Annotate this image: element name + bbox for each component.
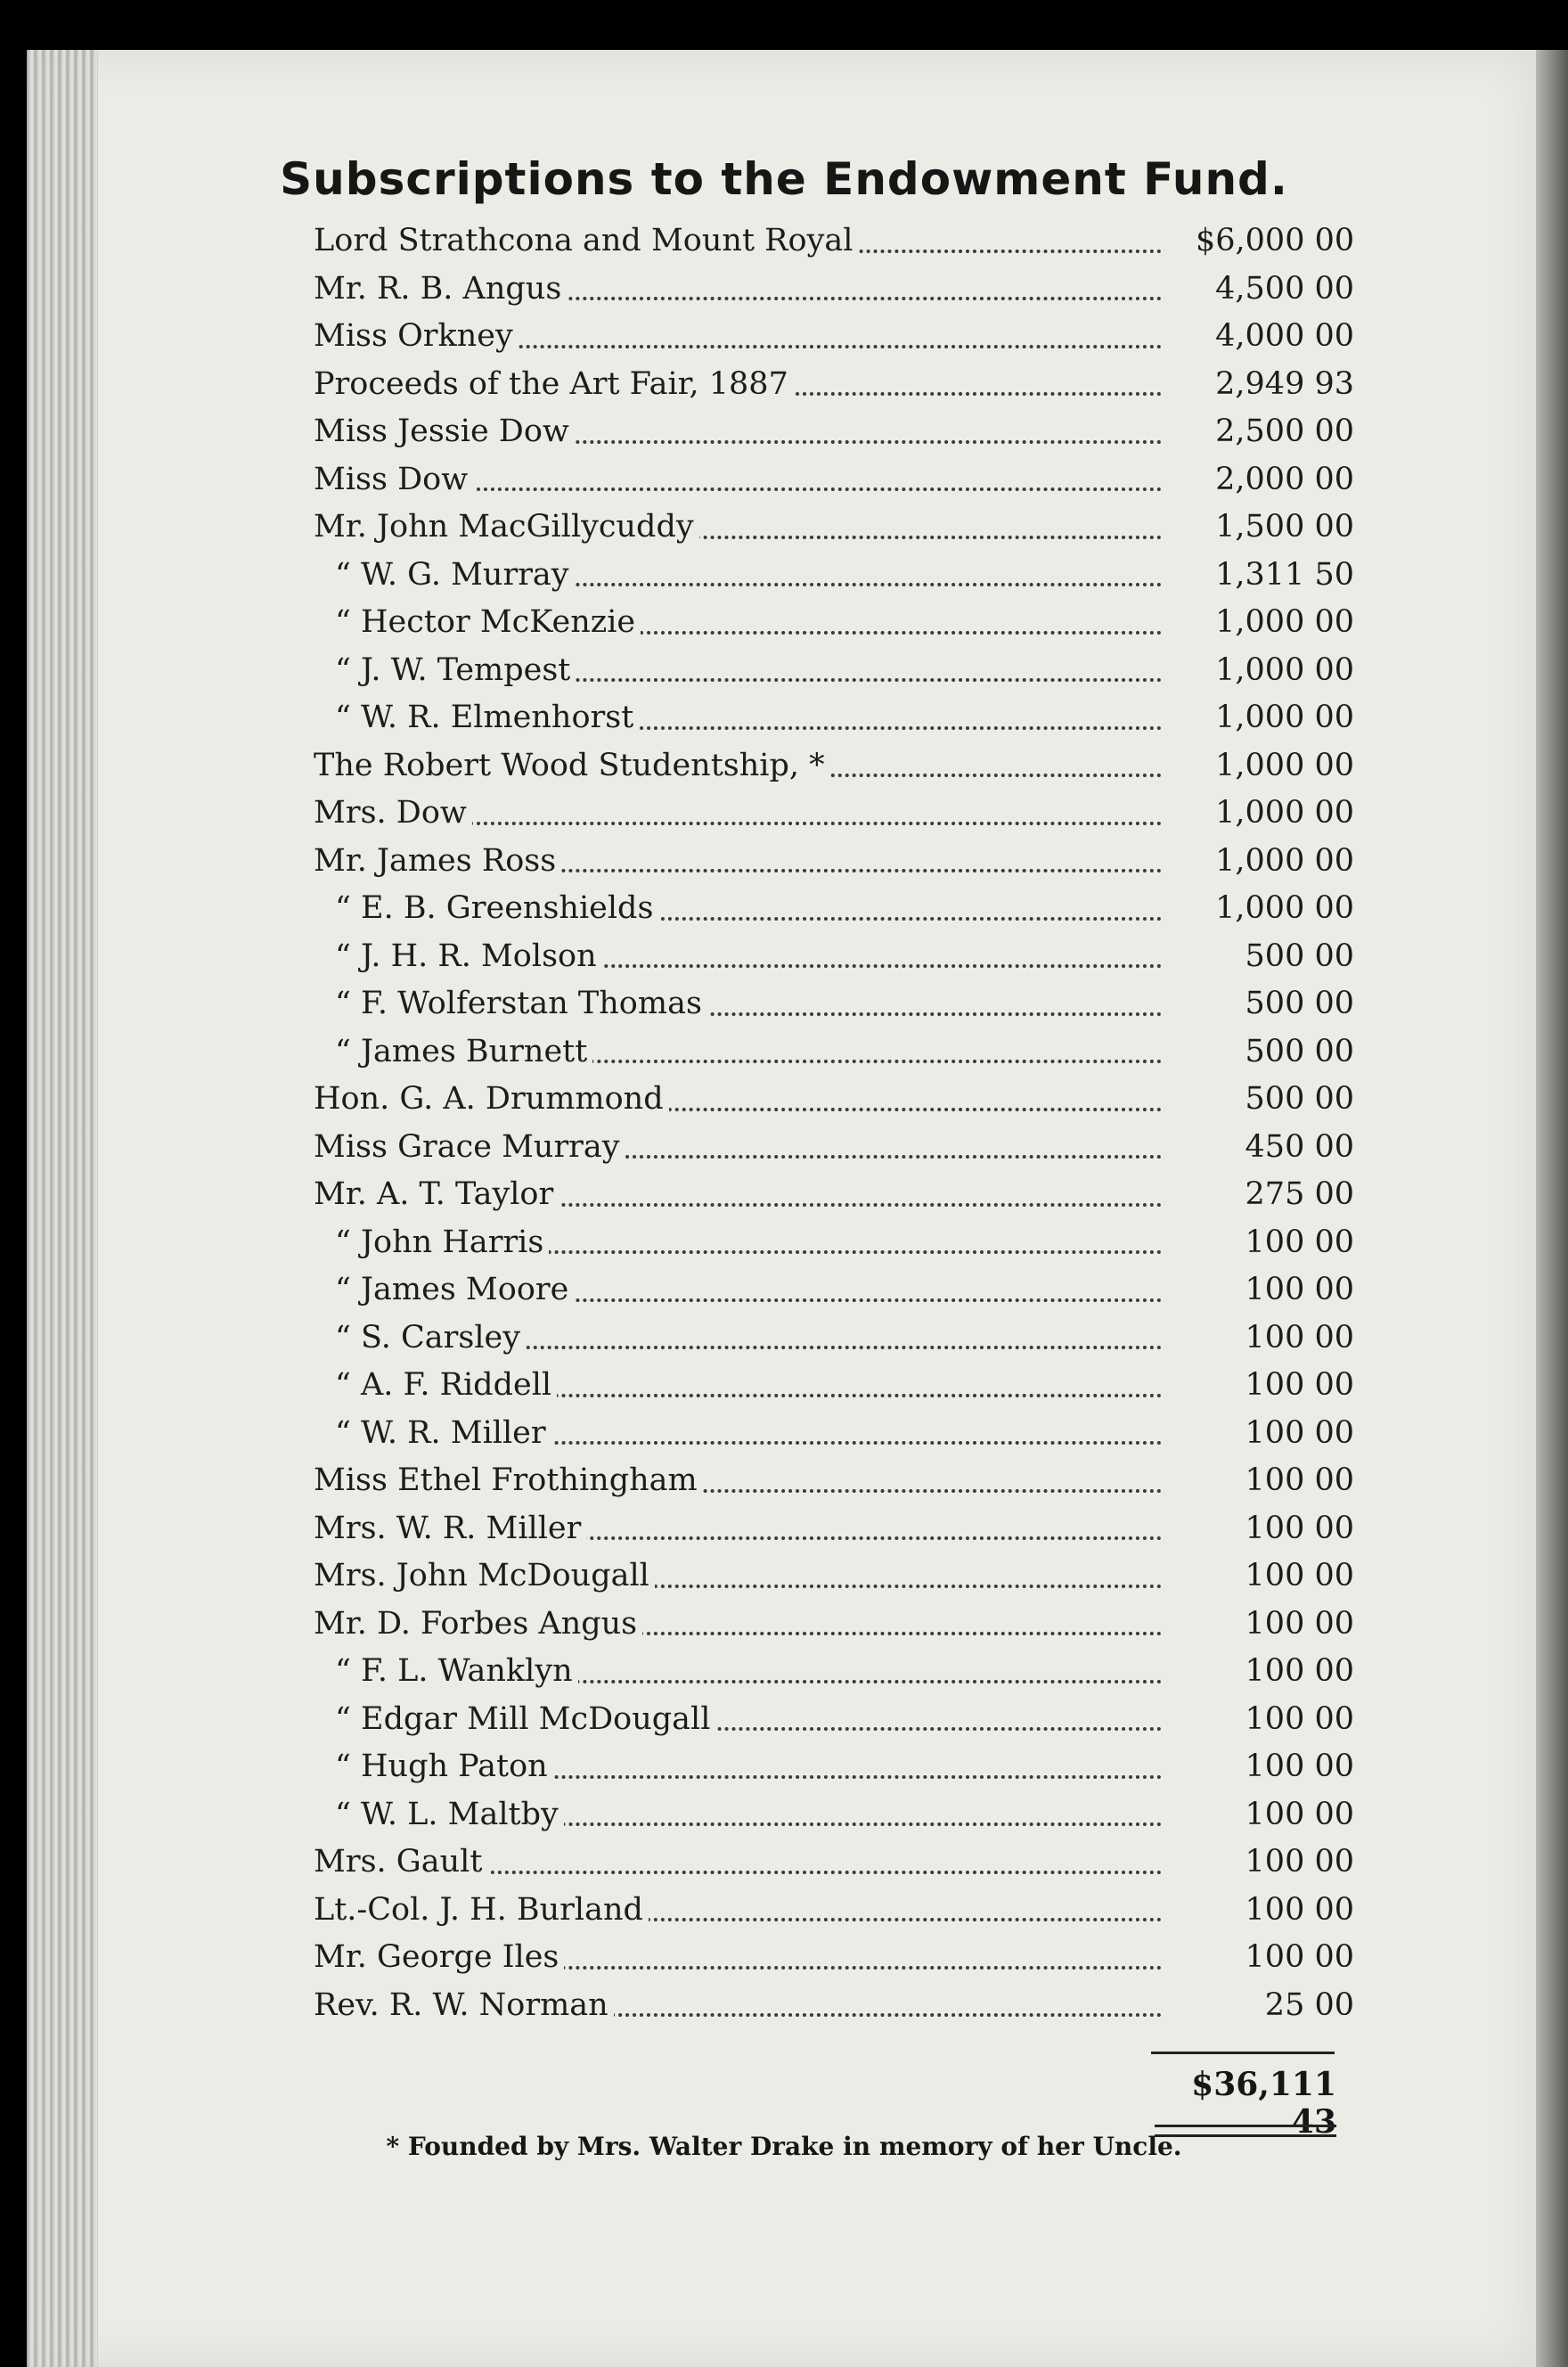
- subscription-row: [314, 1171, 1356, 1219]
- subscription-amount: 25 00: [1264, 1986, 1354, 2023]
- subscriber-name: [314, 1552, 1169, 1601]
- subscription-amount: 500 00: [1245, 986, 1354, 1021]
- subscriber-name-text: “ F. L. Wanklyn: [335, 1653, 578, 1689]
- subscription-row: [314, 266, 1356, 314]
- subscriber-name-text: “ Edgar Mill McDougall: [335, 1701, 715, 1737]
- subscriber-name: [335, 647, 1169, 695]
- subscription-amount: 100 00: [1245, 1891, 1354, 1928]
- subscriber-name-text: Miss Jessie Dow: [314, 414, 575, 449]
- subscription-row: [314, 361, 1356, 409]
- subscriber-name: [335, 1791, 1169, 1839]
- subscription-row: [314, 1601, 1356, 1649]
- subscriber-name: [314, 1505, 1169, 1553]
- subscriber-name-text: “ A. F. Riddell: [335, 1367, 557, 1403]
- subscriber-name-text: “ Hugh Paton: [335, 1749, 553, 1784]
- subscription-row: [314, 838, 1356, 886]
- subscriber-name: [314, 1124, 1169, 1172]
- subscription-row: [314, 504, 1356, 552]
- subscription-amount: 1,000 00: [1215, 890, 1354, 926]
- page-edge: [27, 50, 98, 2367]
- subscription-row: [314, 790, 1356, 838]
- subscriber-name: [335, 1028, 1169, 1077]
- subscription-amount: 1,000 00: [1215, 651, 1354, 688]
- subscription-amount: 1,000 00: [1215, 795, 1354, 831]
- subscription-row: [314, 1410, 1356, 1458]
- subscription-row: [314, 1982, 1356, 2030]
- page-shadow: [1536, 50, 1568, 2367]
- subscriber-name-text: Lord Strathcona and Mount Royal: [314, 223, 858, 258]
- subscription-amount: 100 00: [1245, 1700, 1354, 1737]
- subscriber-name: [314, 1839, 1169, 1887]
- subscriber-name: [335, 933, 1169, 981]
- subscription-amount: 1,000 00: [1215, 842, 1354, 879]
- subscriber-name: [314, 408, 1169, 456]
- subscriber-name: [314, 1601, 1169, 1649]
- subscriber-name: [335, 1648, 1169, 1696]
- subscriber-name: [314, 1171, 1169, 1219]
- subscription-amount: 4,500 00: [1215, 270, 1354, 307]
- subscription-amount: 1,500 00: [1215, 509, 1354, 545]
- subscriber-name: [314, 1982, 1169, 2030]
- subscription-amount: 100 00: [1245, 1796, 1354, 1832]
- subscription-row: [314, 1791, 1356, 1839]
- subscription-amount: 500 00: [1245, 1033, 1354, 1069]
- subscription-row: [314, 885, 1356, 933]
- subscription-row: [314, 456, 1356, 504]
- subscriber-name-text: Miss Orkney: [314, 318, 519, 354]
- subscription-amount: 500 00: [1245, 938, 1354, 974]
- subscription-list: [314, 217, 1356, 2029]
- subscriber-name: [335, 885, 1169, 933]
- subscriber-name: [314, 456, 1169, 504]
- subscriber-name-text: “ J. W. Tempest: [335, 652, 576, 688]
- subscription-row: [314, 1887, 1356, 1935]
- subscriber-name: [335, 599, 1169, 647]
- subscriber-name: [314, 504, 1169, 552]
- subscriber-name-text: “ Hector McKenzie: [335, 604, 641, 640]
- subscriber-name: [314, 361, 1169, 409]
- subscription-amount: 100 00: [1245, 1558, 1354, 1593]
- subscription-row: [314, 742, 1356, 790]
- subscription-amount: $6,000 00: [1196, 223, 1355, 258]
- subscription-row: [314, 217, 1356, 266]
- subscriber-name-text: “ W. R. Miller: [335, 1415, 551, 1451]
- subscription-amount: 500 00: [1245, 1081, 1354, 1117]
- subscription-row: [314, 599, 1356, 647]
- subscription-amount: 1,000 00: [1215, 604, 1354, 640]
- subscriber-name: [335, 1219, 1169, 1267]
- subscriber-name-text: Mr. D. Forbes Angus: [314, 1606, 642, 1642]
- subscriber-name: [335, 1696, 1169, 1744]
- subscriber-name-text: “ J. H. R. Molson: [335, 938, 602, 974]
- subscriber-name-text: Hon. G. A. Drummond: [314, 1081, 669, 1117]
- subscriber-name-text: Mrs. Dow: [314, 795, 472, 831]
- subscription-row: [314, 552, 1356, 600]
- subscription-amount: 100 00: [1245, 1605, 1354, 1642]
- subscription-row: [314, 408, 1356, 456]
- subscriber-name-text: Rev. R. W. Norman: [314, 1987, 614, 2023]
- subscription-amount: 1,000 00: [1215, 700, 1354, 735]
- subscriber-name: [335, 1743, 1169, 1791]
- subscription-amount: 2,500 00: [1215, 414, 1354, 449]
- subscription-row: [314, 1315, 1356, 1363]
- subscriber-name-text: “ S. Carsley: [335, 1320, 526, 1355]
- subscription-row: [314, 980, 1356, 1028]
- subscription-row: [314, 1934, 1356, 1982]
- subscriber-name-text: Mrs. Gault: [314, 1844, 487, 1880]
- subscription-row: [314, 1648, 1356, 1696]
- subscription-amount: 100 00: [1245, 1272, 1354, 1307]
- subscriber-name: [314, 838, 1169, 886]
- subscriber-name: [335, 1362, 1169, 1410]
- subscriber-name-text: “ John Harris: [335, 1224, 549, 1260]
- subscription-row: [314, 1028, 1356, 1077]
- subscriber-name: [314, 1887, 1169, 1935]
- subscriber-name: [314, 313, 1169, 361]
- subscriber-name-text: Mr. R. B. Angus: [314, 271, 567, 307]
- subscriber-name-text: “ W. R. Elmenhorst: [335, 700, 639, 735]
- subscriber-name-text: Mr. George Iles: [314, 1939, 564, 1975]
- subscription-amount: 100 00: [1245, 1844, 1354, 1880]
- subscription-row: [314, 1743, 1356, 1791]
- subscription-amount: 2,949 93: [1215, 365, 1354, 402]
- subscriber-name: [335, 552, 1169, 600]
- subscriber-name-text: Lt.-Col. J. H. Burland: [314, 1892, 649, 1928]
- subscriber-name: [314, 742, 1169, 790]
- subscriber-name-text: “ W. G. Murray: [335, 557, 575, 593]
- subscription-row: [314, 933, 1356, 981]
- subscription-amount: 100 00: [1245, 1510, 1354, 1546]
- subscription-amount: 2,000 00: [1215, 461, 1354, 497]
- subscription-amount: 4,000 00: [1215, 318, 1354, 354]
- subscriber-name: [314, 266, 1169, 314]
- subscription-row: [314, 313, 1356, 361]
- subscription-row: [314, 647, 1356, 695]
- subscriber-name: [335, 694, 1169, 742]
- subscriber-name-text: Mrs. W. R. Miller: [314, 1511, 586, 1546]
- subscription-amount: 100 00: [1245, 1367, 1354, 1403]
- subscriber-name-text: Proceeds of the Art Fair, 1887: [314, 366, 794, 402]
- subscriber-name: [335, 1410, 1169, 1458]
- subscriber-name-text: Mr. A. T. Taylor: [314, 1176, 559, 1212]
- subscriber-name-text: Mr. James Ross: [314, 843, 561, 879]
- subscription-amount: 100 00: [1245, 1939, 1354, 1975]
- subscriber-name-text: Miss Ethel Frothingham: [314, 1462, 703, 1498]
- footnote: * Founded by Mrs. Walter Drake in memory of her Uncle.: [386, 2132, 1182, 2161]
- subscription-row: [314, 1266, 1356, 1315]
- subscription-row: [314, 1076, 1356, 1124]
- subscriber-name-text: “ E. B. Greenshields: [335, 890, 658, 926]
- sum-rule: [1151, 2052, 1335, 2054]
- subscription-amount: 1,311 50: [1215, 556, 1354, 593]
- subscription-row: [314, 1839, 1356, 1887]
- subscriber-name: [314, 1934, 1169, 1982]
- subscriber-name-text: “ James Burnett: [335, 1034, 592, 1069]
- subscriber-name: [335, 980, 1169, 1028]
- subscription-amount: 100 00: [1245, 1319, 1354, 1355]
- subscription-row: [314, 694, 1356, 742]
- subscriber-name-text: Mrs. John McDougall: [314, 1558, 655, 1593]
- subscriber-name-text: “ W. L. Maltby: [335, 1797, 564, 1832]
- subscriber-name-text: The Robert Wood Studentship, *: [314, 748, 830, 783]
- subscription-row: [314, 1457, 1356, 1505]
- subscription-amount: 275 00: [1245, 1176, 1354, 1212]
- subscription-amount: 100 00: [1245, 1749, 1354, 1784]
- subscription-amount: 100 00: [1245, 1224, 1354, 1260]
- subscriber-name-text: Mr. John MacGillycuddy: [314, 509, 699, 545]
- subscription-row: [314, 1219, 1356, 1267]
- subscription-row: [314, 1552, 1356, 1601]
- subscriber-name-text: “ James Moore: [335, 1272, 574, 1307]
- subscriber-name: [314, 790, 1169, 838]
- subscription-amount: 1,000 00: [1215, 747, 1354, 783]
- subscriber-name: [335, 1315, 1169, 1363]
- subscriber-name-text: “ F. Wolferstan Thomas: [335, 986, 707, 1021]
- subscription-row: [314, 1696, 1356, 1744]
- total-amount: $36,111 43: [1191, 2066, 1336, 2141]
- subscriber-name: [314, 1076, 1169, 1124]
- page-title: Subscriptions to the Endowment Fund.: [280, 153, 1288, 205]
- subscription-row: [314, 1362, 1356, 1410]
- subscriber-name: [335, 1266, 1169, 1315]
- subscription-amount: 100 00: [1245, 1462, 1354, 1498]
- subscriber-name-text: Miss Dow: [314, 462, 473, 497]
- subscription-amount: 100 00: [1245, 1414, 1354, 1451]
- subscriber-name-text: Miss Grace Murray: [314, 1129, 625, 1165]
- subscription-row: [314, 1124, 1356, 1172]
- subscription-amount: 100 00: [1245, 1653, 1354, 1689]
- subscription-row: [314, 1505, 1356, 1553]
- subscription-amount: 450 00: [1245, 1128, 1354, 1165]
- subscriber-name: [314, 217, 1169, 266]
- subscriber-name: [314, 1457, 1169, 1505]
